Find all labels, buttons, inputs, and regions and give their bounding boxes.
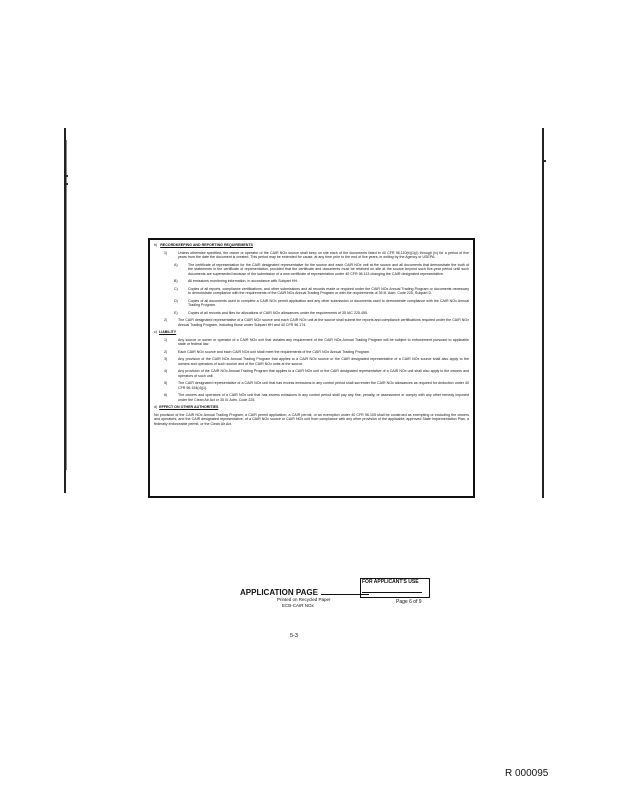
section-label: b) xyxy=(154,243,158,247)
scan-speck xyxy=(66,175,68,177)
section-c-heading: c) LIABILITY xyxy=(154,330,177,334)
list-item: C) Copies of all reports, compliance certifications, and other submissions and all records made or required under the CAIR NOx Annual Trading Program or documents necessary to demonstrate compliance with the requirements of the CAIR NOx Annual Trading Program or with the requirements of 35 Ill. Adm. Code 225, Subpart D. xyxy=(174,286,469,295)
applicant-use-label: FOR APPLICANT'S USE xyxy=(362,579,419,585)
scan-speck xyxy=(544,160,546,162)
list-item: E) Copies of all records and files for allocations of CAIR NOx allowances under the requirements of 35 IAC 225.455. xyxy=(174,310,368,315)
page-number: 5-3 xyxy=(290,633,298,639)
list-item: 6) The owners and operators of a CAIR NOx unit that has excess emissions in any control period shall pay any fine, penalty, or assessment or comply with any other remedy imposed under the Clean Air Act or 35 Ill. Adm. Code 225. xyxy=(164,393,469,402)
document-form-box xyxy=(148,238,475,498)
page-of-label: Page 6 of 9 xyxy=(396,599,422,605)
list-item: 3) Any provision of the CAIR NOx Annual Trading Program that applies to a CAIR NOx source or the CAIR designated representative of a CAIR NOx source shall also apply to the owners and operators of such source and of the CAIR NOx units at the source. xyxy=(164,357,469,366)
section-d-heading: d) EFFECT ON OTHER AUTHORITIES xyxy=(154,405,219,409)
section-heading: RECORDKEEPING AND REPORTING REQUIREMENTS xyxy=(160,243,253,247)
section-b-heading xyxy=(154,243,469,248)
right-scan-edge xyxy=(542,128,544,498)
bates-number: R 000095 xyxy=(505,768,549,779)
list-item: 2) Each CAIR NOx source and each CAIR NOx unit shall meet the requirements of the CAIR NOx Annual Trading Program. xyxy=(164,349,370,354)
list-item: 4) Any provision of the CAIR NOx Annual Trading Program that applies to a CAIR NOx unit or the CAIR designated representative of a CAIR NOx unit shall also apply to the owners and operators of such unit. xyxy=(164,369,469,378)
list-item: 1) Any source or owner or operator of a CAIR NOx unit that violates any requirement of the CAIR NOx Annual Trading Program will be subject to enforcement pursuant to applicable state or federal law. xyxy=(164,337,469,346)
list-item: 2) The CAIR designated representative of a CAIR NOx source and each CAIR NOx unit at the source shall submit the reports and compliance certifications required under the CAIR NOx Annual Trading Program, including those under Subpart HH and 40 CFR 96.174. xyxy=(164,318,469,327)
list-item: 5) The CAIR designated representative of a CAIR NOx unit that has excess emissions in any control period shall surrender the CAIR NOx allowances as required for deduction under 40 CFR 96.154(d)(1). xyxy=(164,381,469,390)
section-d-text: No provision of the CAIR NOx Annual Trading Program, a CAIR permit application, a CAIR permit, or an exemption under 40 CFR 96.105 shall be construed as exempting or excluding the owners and operators, and the CAIR designated representative, of a CAIR NOx source or CAIR NOx unit from compliance with any other provision of the applicable, approved State Implementation Plan, a federally enforceable permit, or the Clean Air Act. xyxy=(154,412,469,426)
left-scan-edge-inner xyxy=(66,140,67,470)
list-item: 1) Unless otherwise specified, the owner or operator of the CAIR NOx source shall keep on site each of the documents listed in 40 CFR 96.110(b)(1)(i) through (iv) for a period of five years from the date the document is created. This period may be extended for cause, at any time prior to the end of five years, in writing by the Agency or USEPA. xyxy=(164,250,469,259)
application-page-label: APPLICATION PAGE xyxy=(240,588,369,597)
scan-speck xyxy=(66,183,68,185)
list-item: A) The certificate of representation for the CAIR designated representative for the source and each CAIR NOx unit at the source and all documents that demonstrate the truth of the statements in the certificate of representation; provided that the certificate and documents must be retained on site at the source beyond such five-year period until such documents are superseded because of the submission of a new certificate of representation under 40 CFR 96.113 changing the CAIR designated representative. xyxy=(174,262,469,276)
list-item: D) Copies of all documents used to complete a CAIR NOx permit application and any other submission or documents used to demonstrate compliance with the CAIR NOx Annual Trading Program. xyxy=(174,298,469,307)
recycled-paper-note: Printed on Recycled Paper xyxy=(277,597,331,602)
applicant-use-line xyxy=(362,592,422,593)
list-item: B) All emissions monitoring information, in accordance with Subpart HH. xyxy=(174,279,299,283)
form-code: ECB-CAIR NOx xyxy=(282,603,314,608)
